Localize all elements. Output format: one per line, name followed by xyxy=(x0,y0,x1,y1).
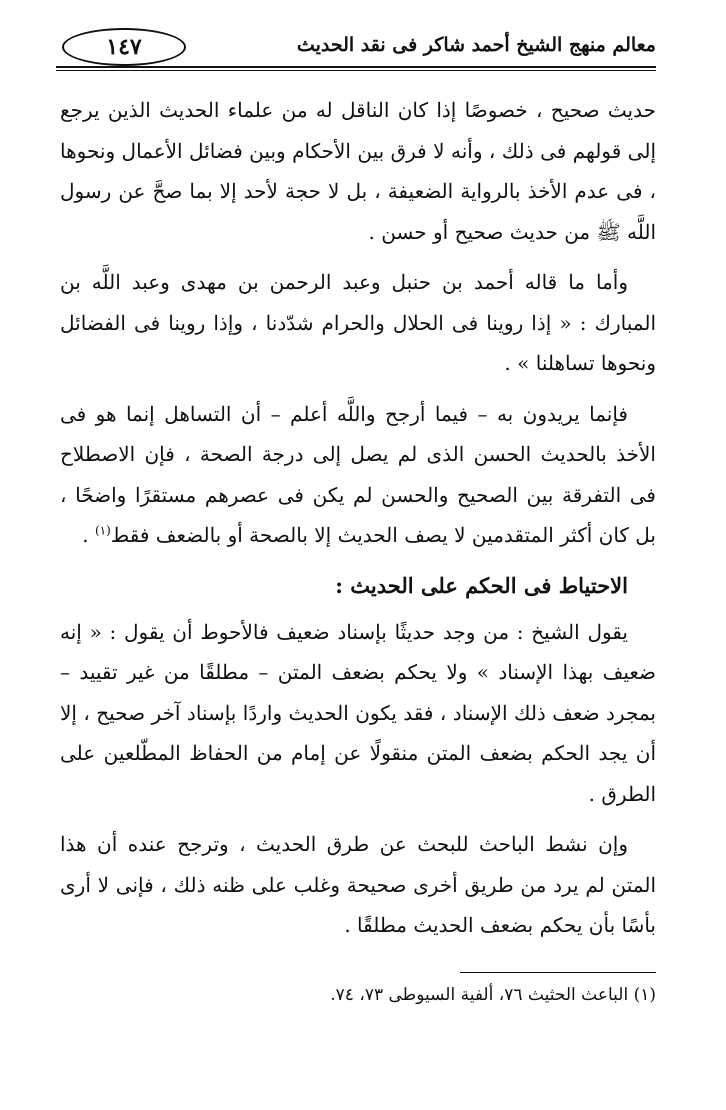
footnote-rule xyxy=(460,972,656,973)
header-rule-thin xyxy=(56,70,656,71)
footnote: (١) الباعث الحثيث ٧٦، ألفية السيوطى ٧٣، ٧٤. xyxy=(330,985,656,1005)
main-text xyxy=(60,90,656,956)
page-header xyxy=(56,26,656,66)
running-title: معالم منهج الشيخ أحمد شاكر فى نقد الحديث xyxy=(296,34,656,56)
paragraph-3 xyxy=(60,394,656,556)
section-heading: الاحتياط فى الحكم على الحديث : xyxy=(335,572,628,598)
paragraph-3-end: . xyxy=(82,523,95,547)
paragraph-3-text: فإنما يريدون به – فيما أرجح واللَّه أعلم – أن التساهل إنما هو فى الأخذ بالحديث الحسن الذى لم يصل إلى درجة الصحة ، فإن الاصطلاح فى التفرقة بين الصحيح والحسن لم يكن فى عصرهم مستقرًا واضحًا ، بل كان أكثر المتقدمين لا يصف الحديث إلا بالصحة أو بالضعف فقط xyxy=(60,401,656,547)
paragraph-5: وإن نشط الباحث للبحث عن طرق الحديث ، وترجح عنده أن هذا المتن لم يرد من طريق أخرى صحيحة وغلب على ظنه ذلك ، فإنى لا أرى بأسًا بأن يحكم بضعف الحديث مطلقًا . xyxy=(60,832,656,937)
paragraph-4: يقول الشيخ : من وجد حديثًا بإسناد ضعيف فالأحوط أن يقول : « إنه ضعيف بهذا الإسناد » ولا يحكم بضعف المتن – مطلقًا من غير تقييد – بمجرد ضعف ذلك الإسناد ، فقد يكون الحديث واردًا بإسناد آخر صحيح ، إلا أن يجد الحكم بضعف المتن منقولًا عن إمام من الحفاظ المطّلعين على الطرق . xyxy=(60,619,656,806)
paragraph-2: وأما ما قاله أحمد بن حنبل وعبد الرحمن بن مهدى وعبد اللَّه بن المبارك : « إذا روينا فى الحلال والحرام شدّدنا ، وإذا روينا فى الفضائل ونحوها تساهلنا » . xyxy=(60,270,656,375)
paragraph-1: حديث صحيح ، خصوصًا إذا كان الناقل له من علماء الحديث الذين يرجع إلى قولهم فى ذلك ، وأنه لا فرق بين الأحكام وبين فضائل الأعمال ونحوها ، فى عدم الأخذ بالرواية الضعيفة ، بل لا حجة لأحد إلا بما صحَّ عن رسول اللَّه ﷺ من حديث صحيح أو حسن . xyxy=(60,98,656,244)
header-rule xyxy=(56,66,656,68)
page-number: ١٤٧ xyxy=(62,28,186,66)
footnote-marker: (١) xyxy=(94,523,111,538)
